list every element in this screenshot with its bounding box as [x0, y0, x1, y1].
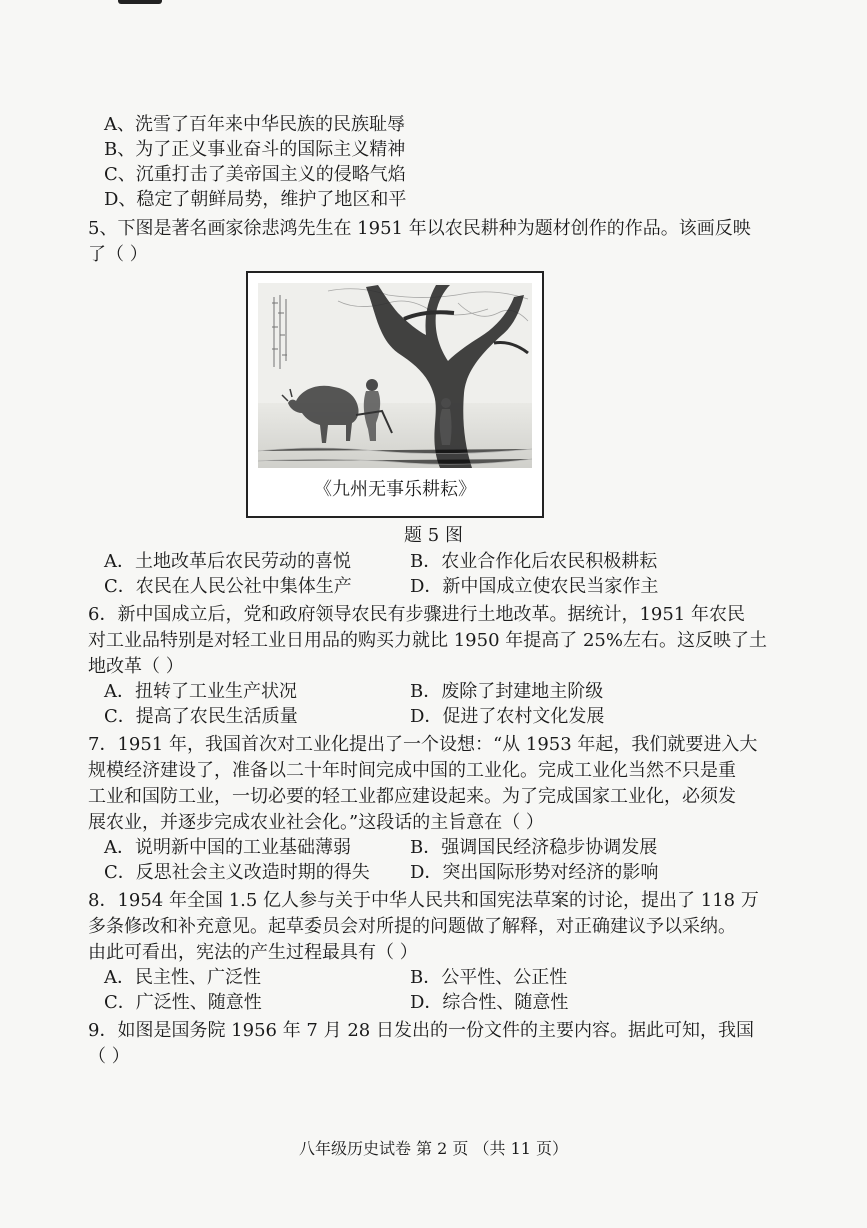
q7-stem-line-2: 规模经济建设了，准备以二十年时间完成中国的工业化。完成工业化当然不只是重 — [88, 760, 736, 781]
q5-option-c: C．农民在人民公社中集体生产 — [104, 576, 352, 597]
q8-option-a: A．民主性、广泛性 — [104, 967, 261, 988]
q6-option-b: B．废除了封建地主阶级 — [410, 681, 604, 702]
q4-option-c: C、沉重打击了美帝国主义的侵略气焰 — [104, 164, 406, 185]
q7-option-b: B．强调国民经济稳步协调发展 — [410, 837, 658, 858]
q8-stem-line-2: 多条修改和补充意见。起草委员会对所提的问题做了解释，对正确建议予以采纳。 — [88, 916, 736, 937]
q8-stem-line-3: 由此可看出，宪法的产生过程最具有（ ） — [88, 942, 418, 963]
q6-stem-line-2: 对工业品特别是对轻工业日用品的购买力就比 1950 年提高了 25%左右。这反映了土 — [88, 630, 767, 651]
painting-caption: 《九州无事乐耕耘》 — [314, 479, 476, 500]
q6-option-c: C．提高了农民生活质量 — [104, 706, 298, 727]
q6-option-a: A．扭转了工业生产状况 — [104, 681, 297, 702]
q8-stem-line-1: 8．1954 年全国 1.5 亿人参与关于中华人民共和国宪法草案的讨论，提出了 118 万 — [88, 890, 759, 911]
q4-option-a: A、洗雪了百年来中华民族的民族耻辱 — [104, 114, 405, 135]
page-footer: 八年级历史试卷 第 2 页 （共 11 页） — [298, 1139, 569, 1158]
q8-option-b: B．公平性、公正性 — [410, 967, 568, 988]
q7-option-a: A．说明新中国的工业基础薄弱 — [104, 837, 351, 858]
figure-label: 题 5 图 — [404, 525, 463, 546]
q7-stem-line-3: 工业和国防工业，一切必要的轻工业都应建设起来。为了完成国家工业化，必须发 — [88, 786, 736, 807]
q5-figure — [246, 271, 544, 518]
q5-option-b: B．农业合作化后农民积极耕耘 — [410, 551, 658, 572]
q6-stem-line-3: 地改革（ ） — [88, 656, 184, 677]
q5-option-a: A．土地改革后农民劳动的喜悦 — [104, 551, 351, 572]
q5-stem-line-1: 5、下图是著名画家徐悲鸿先生在 1951 年以农民耕种为题材创作的作品。该画反映 — [88, 218, 751, 239]
q7-stem-line-1: 7．1951 年，我国首次对工业化提出了一个设想：“从 1953 年起，我们就要进入大 — [88, 734, 758, 755]
q7-option-c: C．反思社会主义改造时期的得失 — [104, 862, 370, 883]
painting-illustration — [258, 283, 532, 468]
q8-option-c: C．广泛性、随意性 — [104, 992, 262, 1013]
q7-stem-line-4: 展农业，并逐步完成农业社会化。”这段话的主旨意在（ ） — [88, 812, 544, 833]
scan-mark — [118, 0, 162, 4]
q9-stem-line-2: （ ） — [88, 1046, 130, 1067]
q6-option-d: D．促进了农村文化发展 — [410, 706, 605, 727]
painting-image — [258, 283, 532, 468]
q5-option-d: D．新中国成立使农民当家作主 — [410, 576, 659, 597]
q6-stem-line-1: 6．新中国成立后，党和政府领导农民有步骤进行土地改革。据统计，1951 年农民 — [88, 604, 745, 625]
q5-stem-line-2: 了（ ） — [88, 244, 148, 265]
q7-option-d: D．突出国际形势对经济的影响 — [410, 862, 659, 883]
q9-stem-line-1: 9．如图是国务院 1956 年 7 月 28 日发出的一份文件的主要内容。据此可知，我国 — [88, 1020, 754, 1041]
q4-option-d: D、稳定了朝鲜局势，维护了地区和平 — [104, 189, 407, 210]
q8-option-d: D．综合性、随意性 — [410, 992, 569, 1013]
q4-option-b: B、为了正义事业奋斗的国际主义精神 — [104, 139, 406, 160]
